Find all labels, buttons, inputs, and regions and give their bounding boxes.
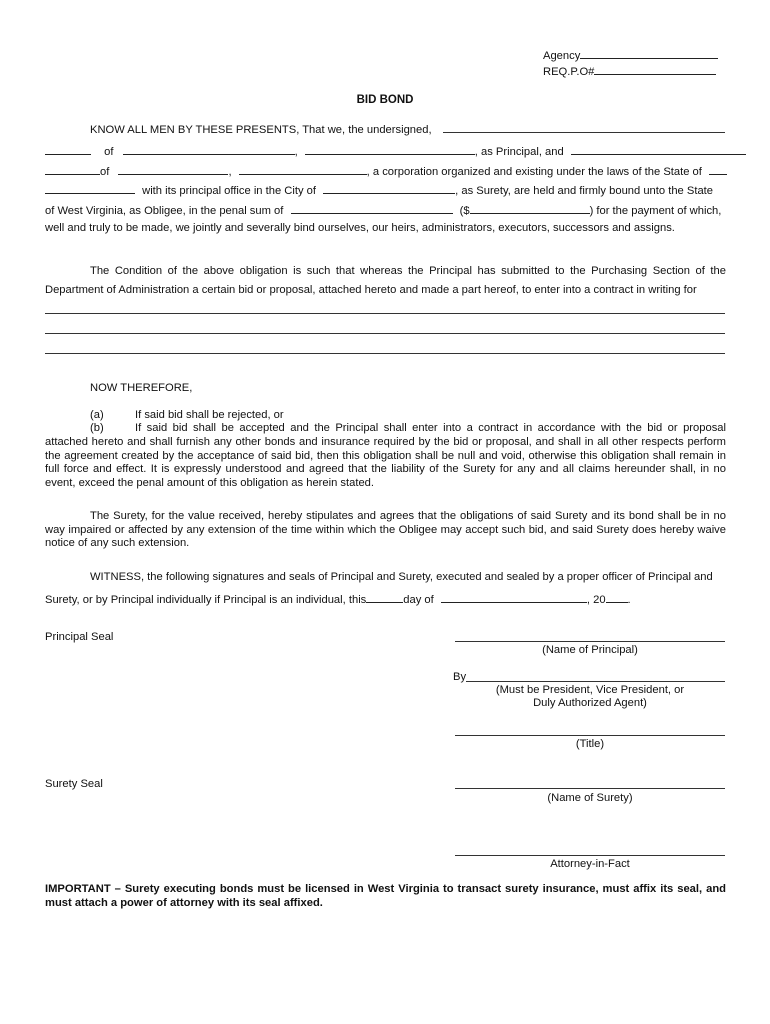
- surety-name-signature-line[interactable]: [455, 788, 725, 789]
- req-po-label: REQ.P.O#: [543, 66, 595, 78]
- intro-line-4: [45, 182, 713, 197]
- intro-line-2: [45, 143, 746, 158]
- undersigned-field[interactable]: [443, 132, 725, 133]
- principal-state-field[interactable]: [305, 143, 475, 155]
- penal-sum-amount-field[interactable]: [470, 202, 590, 214]
- comma-text: ,: [294, 146, 298, 158]
- intro-line-3: [45, 163, 727, 178]
- attorney-signature-line[interactable]: [455, 855, 725, 856]
- day-field[interactable]: [366, 591, 403, 603]
- clause-b-label: (b): [90, 422, 104, 434]
- clause-b-first-line: If said bid shall be accepted and the Principal shall enter into a contract in accordance with the bid or proposal: [135, 422, 726, 434]
- condition-paragraph: The Condition of the above obligation is such that whereas the Principal has submitted to the Purchasing Section of the Department of Administration a certain bid or proposal, attached hereto and made a part hereof, to enter into a contract in writing for: [45, 265, 726, 296]
- month-field[interactable]: [441, 591, 587, 603]
- surety-name-field[interactable]: [571, 143, 746, 155]
- must-be-line-2: Duly Authorized Agent): [533, 697, 647, 709]
- title-signature-line[interactable]: [455, 735, 725, 736]
- day-of-text: day of: [403, 594, 434, 606]
- know-all-text: KNOW ALL MEN BY THESE PRESENTS, That we, the undersigned,: [90, 124, 432, 136]
- req-po-line: [543, 63, 716, 78]
- clause-a-text: If said bid shall be rejected, or: [135, 409, 284, 421]
- surety-paragraph: The Surety, for the value received, hereby stipulates and agrees that the obligations of said Surety and its bond shall be in no way impaired or affected by any extension of the time within which the Obligee may accept such bid, and said Surety does hereby waive notice of any such extension.: [45, 510, 726, 550]
- for-payment-text: ) for the payment of which,: [589, 205, 722, 217]
- name-of-surety-label: (Name of Surety): [547, 792, 633, 804]
- clause-b-text: attached hereto and shall furnish any other bonds and insurance required by the bid or proposal, and shall in all other respects perform the agreement created by the acceptance of said bid, then this obligation shall be null and void, otherwise this obligation shall remain in full force and effect. It is expressly understood and agreed that the liability of the Surety for any and all claims hereunder shall, in no event, exceed the penal amount of this obligation as herein stated.: [45, 436, 726, 489]
- title-label: (Title): [575, 738, 605, 750]
- period-text: .: [627, 594, 631, 606]
- now-therefore-heading: NOW THEREFORE,: [90, 382, 193, 394]
- state-cont-field[interactable]: [45, 182, 135, 194]
- witness-line-2: [45, 591, 631, 606]
- state-of-field[interactable]: [709, 163, 727, 175]
- req-po-field[interactable]: [594, 63, 716, 75]
- by-label: By: [453, 671, 467, 683]
- surety-state-field[interactable]: [239, 163, 367, 175]
- penal-sum-words-field[interactable]: [291, 202, 453, 214]
- contract-line-1[interactable]: [45, 313, 725, 314]
- surety-blank-1[interactable]: [45, 163, 100, 175]
- principal-blank-1[interactable]: [45, 143, 91, 155]
- principal-seal-label: Principal Seal: [45, 631, 114, 643]
- agency-field[interactable]: [580, 47, 718, 59]
- of2-text: of: [100, 166, 110, 178]
- as-principal-text: , as Principal, and: [474, 146, 564, 158]
- twenty-text: , 20: [586, 594, 606, 606]
- principal-name-signature-line[interactable]: [455, 641, 725, 642]
- corporation-text: , a corporation organized and existing under the laws of the State of: [366, 166, 702, 178]
- by-signature-line[interactable]: [466, 681, 725, 682]
- of-wv-text: of West Virginia, as Obligee, in the penal sum of: [45, 205, 284, 217]
- year-field[interactable]: [606, 591, 628, 603]
- surety-seal-label: Surety Seal: [45, 778, 103, 790]
- contract-line-2[interactable]: [45, 333, 725, 334]
- paren-dollar-text: ($: [459, 205, 470, 217]
- important-notice: IMPORTANT – Surety executing bonds must be licensed in West Virginia to transact surety insurance, must affix its seal, and must attach a power of attorney with its seal affixed.: [45, 883, 726, 909]
- witness-line-1: WITNESS, the following signatures and seals of Principal and Surety, executed and sealed by a proper officer of Principal and: [90, 571, 713, 583]
- surety-city-field[interactable]: [118, 163, 228, 175]
- name-of-principal-label: (Name of Principal): [542, 644, 638, 656]
- must-be-line-1: (Must be President, Vice President, or: [495, 684, 685, 696]
- clause-a-label: (a): [90, 409, 104, 421]
- intro-line-1: [90, 124, 432, 136]
- principal-city-field[interactable]: [123, 143, 295, 155]
- intro-line-6: well and truly to be made, we jointly and severally bind ourselves, our heirs, administrators, executors, successors and assigns.: [45, 222, 675, 234]
- principal-office-text: with its principal office in the City of: [142, 185, 317, 197]
- attorney-in-fact-label: Attorney-in-Fact: [550, 858, 630, 870]
- agency-label: Agency: [543, 50, 581, 62]
- page-title: BID BOND: [356, 94, 414, 106]
- of-text: of: [104, 146, 114, 158]
- as-surety-text: , as Surety, are held and firmly bound unto the State: [455, 185, 714, 197]
- comma-text-2: ,: [228, 166, 232, 178]
- office-city-field[interactable]: [323, 182, 455, 194]
- agency-line: [543, 47, 718, 62]
- contract-line-3[interactable]: [45, 353, 725, 354]
- witness-this-text: Surety, or by Principal individually if Principal is an individual, this: [45, 594, 367, 606]
- intro-line-5: [45, 202, 721, 217]
